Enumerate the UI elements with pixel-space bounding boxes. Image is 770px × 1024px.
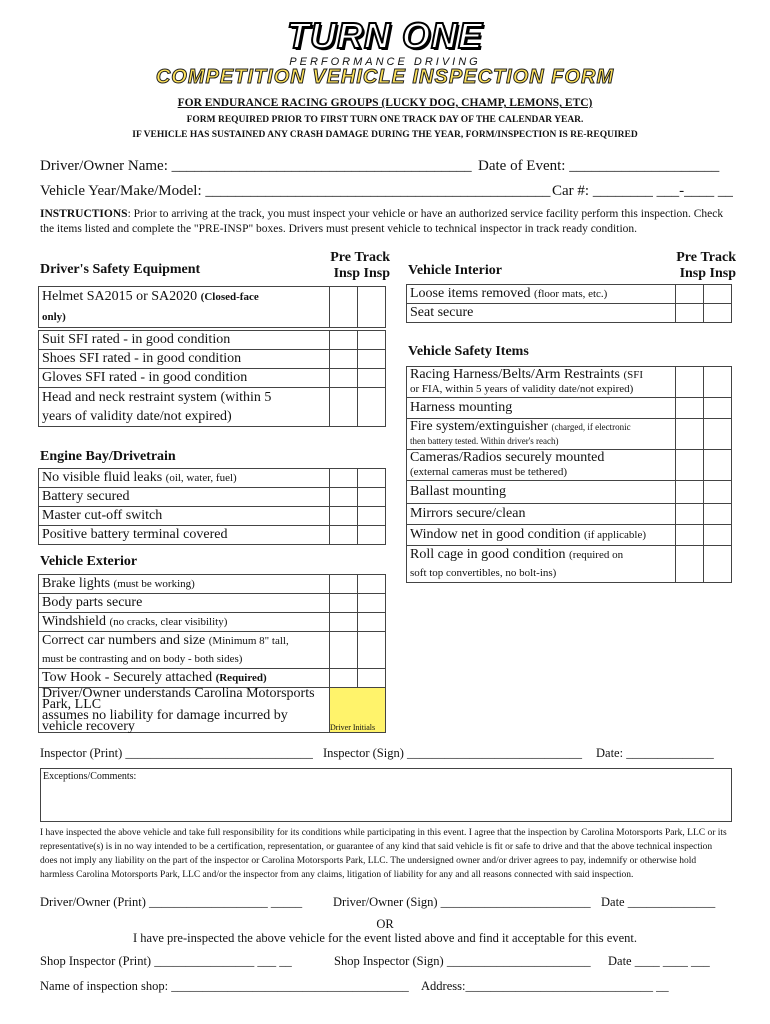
right-insp-label-2: Insp: [709, 266, 736, 281]
inspector-print-field[interactable]: Inspector (Print) ______________________________: [40, 746, 313, 760]
interior-table: [406, 284, 732, 323]
item-hnr: Head and neck restraint system (within 5: [42, 390, 272, 405]
car-number-field[interactable]: Car #: ________ ___-____ __: [552, 183, 733, 199]
checkbox-track-cameras[interactable]: [704, 450, 732, 481]
table-row: [39, 669, 386, 688]
right-col-header: [650, 250, 736, 282]
item-windshield: Windshield: [42, 614, 110, 629]
item-harness-note2: or FIA, within 5 years of validity date/not expired): [410, 383, 634, 395]
table-row: [39, 575, 386, 594]
item-body: Body parts secure: [39, 594, 330, 613]
preinspect-statement: I have pre-inspected the above vehicle for the event listed above and find it acceptable for this event.: [133, 931, 637, 945]
item-brake-note: (must be working): [113, 578, 195, 590]
item-brake: Brake lights: [42, 576, 114, 591]
checkbox-pre-battery[interactable]: [330, 488, 358, 507]
item-tow: Tow Hook - Securely attached: [42, 670, 216, 685]
checkbox-track-mirrors[interactable]: [704, 504, 732, 525]
item-loose-note: (floor mats, etc.): [534, 288, 608, 300]
table-row: [407, 285, 732, 304]
shop-print-field[interactable]: Shop Inspector (Print) ________________ ___ __: [40, 954, 292, 968]
item-helmet-note2: only): [42, 311, 66, 323]
item-leaks-note: (oil, water, fuel): [165, 472, 237, 484]
item-cage: Roll cage in good condition: [410, 547, 570, 562]
table-row: [39, 369, 386, 388]
checkbox-track-body[interactable]: [358, 594, 386, 613]
checkbox-track-numbers[interactable]: [358, 632, 386, 669]
left-insp-label-2: Insp: [363, 266, 390, 281]
checkbox-pre-harness[interactable]: [676, 367, 704, 398]
table-row: [407, 398, 732, 419]
table-row: [39, 613, 386, 632]
item-fire-note: (charged, if electronic: [551, 422, 631, 432]
liability-note: Driver/Owner understands Carolina Motorsports Park, LLC: [42, 686, 315, 712]
right-pre-label: Pre: [676, 250, 697, 265]
safety-items-title: Vehicle Safety Items: [408, 344, 529, 359]
owner-date-field[interactable]: Date ______________: [601, 895, 716, 909]
table-row: [407, 367, 732, 398]
comments-label: Exceptions/Comments:: [43, 771, 137, 782]
table-row: [39, 331, 386, 350]
logo-main: TURN ONE: [287, 15, 483, 56]
checkbox-track-seat[interactable]: [704, 304, 732, 323]
shop-sign-field[interactable]: Shop Inspector (Sign) _______________________: [334, 954, 591, 968]
item-cameras-note: (external cameras must be tethered): [410, 466, 567, 478]
header-line1: FOR ENDURANCE RACING GROUPS (LUCKY DOG, CHAMP, LEMONS, ETC): [177, 97, 593, 109]
table-row: [407, 504, 732, 525]
instructions-label: INSTRUCTIONS: [40, 208, 128, 220]
item-harness-mount: Harness mounting: [407, 398, 676, 419]
disclaimer: I have inspected the above vehicle and take full responsibility for its conditions while participating in this event. I agree that the inspection by Carolina Motorsports Park, LLC or its representative(s) is in no way intended to be a certification, representation, or guarantee of any kind that said vehicle is fit or safe to drive and that the above technical inspection does not imply any liability on the part of the inspector or Carolina Motorsports Park, LLC. The undersigned owner and/or driver agrees to pay, indemnify or otherwise hold harmless Carolina Motorsports Park, LLC and/or the inspector from any claims, litigation of liability for any and all reasons connected with said inspection.: [40, 828, 727, 880]
interior-title: Vehicle Interior: [408, 263, 502, 278]
item-ballast: Ballast mounting: [407, 481, 676, 504]
checkbox-track-shoes[interactable]: [358, 350, 386, 369]
right-track-label: Track: [700, 250, 736, 265]
table-row: [407, 481, 732, 504]
item-helmet: Helmet SA2015 or SA2020: [42, 289, 201, 304]
checkbox-pre-seat[interactable]: [676, 304, 704, 323]
inspector-date-field[interactable]: Date: ______________: [596, 746, 714, 760]
table-row: [407, 304, 732, 323]
checkbox-track-ballast[interactable]: [704, 481, 732, 504]
checkbox-pre-loose[interactable]: [676, 285, 704, 304]
checkbox-pre-window[interactable]: [676, 525, 704, 546]
checkbox-track-suit[interactable]: [358, 331, 386, 350]
checkbox-pre-windshield[interactable]: [330, 613, 358, 632]
item-window-note: (if applicable): [584, 529, 647, 541]
checkbox-track-windshield[interactable]: [358, 613, 386, 632]
item-mirrors: Mirrors secure/clean: [407, 504, 676, 525]
table-row: [39, 388, 386, 427]
checkbox-track-hnr[interactable]: [358, 388, 386, 427]
safety-equipment-table: [38, 286, 386, 328]
or-label: OR: [376, 917, 394, 931]
safety-equipment-title: Driver's Safety Equipment: [40, 262, 201, 277]
table-row: [39, 632, 386, 669]
checkbox-track-master[interactable]: [358, 507, 386, 526]
engine-bay-table: [38, 468, 386, 545]
left-insp-label-1: Insp: [333, 266, 361, 281]
left-col-header: [310, 250, 390, 282]
checkbox-pre-leaks[interactable]: [330, 469, 358, 488]
date-event-field[interactable]: Date of Event: ____________________: [478, 158, 720, 174]
checkbox-pre-master[interactable]: [330, 507, 358, 526]
table-row: [407, 546, 732, 583]
item-fire-note2: then battery tested. Within driver's reach): [410, 436, 559, 446]
item-cage-note: (required on: [569, 549, 624, 561]
safety-items-table: [406, 366, 732, 583]
owner-sign-field[interactable]: Driver/Owner (Sign) ________________________: [333, 895, 591, 909]
table-row: [39, 350, 386, 369]
checkbox-track-fire[interactable]: [704, 419, 732, 450]
item-helmet-note: (Closed-face: [200, 291, 259, 303]
checkbox-pre-terminal[interactable]: [330, 526, 358, 545]
shop-date-field[interactable]: Date ____ ____ ___: [608, 954, 710, 968]
instructions-text: : Prior to arriving at the track, you must inspect your vehicle or have an authorized service facility perform this inspection. Check the items listed and complete the "PRE-INSP" boxes. Drivers must present vehicle to technical inspector in track ready condition.: [40, 208, 724, 235]
table-row: [39, 287, 386, 328]
checkbox-pre-shoes[interactable]: [330, 350, 358, 369]
checkbox-track-tow[interactable]: [358, 669, 386, 688]
vehicle-field[interactable]: Vehicle Year/Make/Model: ______________________________________________: [40, 183, 551, 199]
driver-initials-label: Driver Initials: [330, 723, 376, 732]
checkbox-track-brake[interactable]: [358, 575, 386, 594]
checkbox-track-cage[interactable]: [704, 546, 732, 583]
checkbox-pre-harness-mount[interactable]: [676, 398, 704, 419]
engine-bay-title: Engine Bay/Drivetrain: [40, 449, 176, 464]
checkbox-track-window[interactable]: [704, 525, 732, 546]
safety-equipment-table-2: [38, 330, 386, 427]
checkbox-pre-gloves[interactable]: [330, 369, 358, 388]
item-harness-note: (SFI: [623, 369, 644, 381]
item-fire: Fire system/extinguisher: [410, 419, 552, 434]
right-insp-label-1: Insp: [679, 266, 707, 281]
checkbox-pre-cameras[interactable]: [676, 450, 704, 481]
checkbox-pre-suit[interactable]: [330, 331, 358, 350]
table-row: [39, 526, 386, 545]
checkbox-track-leaks[interactable]: [358, 469, 386, 488]
liability-note-2: assumes no liability for damage incurred by vehicle recovery: [42, 708, 288, 734]
table-row: [407, 419, 732, 450]
item-window: Window net in good condition: [410, 527, 585, 542]
exterior-title: Vehicle Exterior: [40, 554, 138, 569]
left-pre-label: Pre: [330, 250, 351, 265]
checkbox-pre-helmet[interactable]: [330, 287, 358, 328]
header-line3: IF VEHICLE HAS SUSTAINED ANY CRASH DAMAGE DURING THE YEAR, FORM/INSPECTION IS RE-REQUIRED: [132, 130, 638, 140]
item-terminal: Positive battery terminal covered: [39, 526, 330, 545]
inspector-sign-field[interactable]: Inspector (Sign) ____________________________: [323, 746, 583, 760]
table-row: [39, 488, 386, 507]
item-shoes: Shoes SFI rated - in good condition: [39, 350, 330, 369]
shop-address-field[interactable]: Address:______________________________ __: [421, 979, 669, 993]
item-loose: Loose items removed: [410, 286, 535, 301]
item-suit: Suit SFI rated - in good condition: [39, 331, 330, 350]
item-hnr-2: years of validity date/not expired): [42, 409, 232, 424]
checkbox-pre-tow[interactable]: [330, 669, 358, 688]
logo-sub: PERFORMANCE DRIVING: [289, 56, 481, 68]
checkbox-track-harness[interactable]: [704, 367, 732, 398]
shop-name-field[interactable]: Name of inspection shop: ______________________________________: [40, 979, 409, 993]
checkbox-pre-body[interactable]: [330, 594, 358, 613]
checkbox-track-helmet[interactable]: [358, 287, 386, 328]
header-line2: FORM REQUIRED PRIOR TO FIRST TURN ONE TRACK DAY OF THE CALENDAR YEAR.: [186, 115, 584, 125]
checkbox-track-gloves[interactable]: [358, 369, 386, 388]
form-title: COMPETITION VEHICLE INSPECTION FORM: [155, 66, 615, 88]
item-gloves: Gloves SFI rated - in good condition: [39, 369, 330, 388]
item-windshield-note: (no cracks, clear visibility): [109, 616, 228, 628]
item-numbers-note: (Minimum 8" tall,: [208, 635, 289, 647]
checkbox-track-terminal[interactable]: [358, 526, 386, 545]
checkbox-track-harness-mount[interactable]: [704, 398, 732, 419]
item-master: Master cut-off switch: [39, 507, 330, 526]
checkbox-pre-ballast[interactable]: [676, 481, 704, 504]
checkbox-pre-brake[interactable]: [330, 575, 358, 594]
item-numbers: Correct car numbers and size: [42, 633, 209, 648]
checkbox-pre-cage[interactable]: [676, 546, 704, 583]
item-cameras: Cameras/Radios securely mounted: [410, 450, 605, 465]
checkbox-pre-numbers[interactable]: [330, 632, 358, 669]
table-row: [39, 469, 386, 488]
exterior-table: [38, 574, 386, 733]
table-row: [407, 450, 732, 481]
comments-box[interactable]: [40, 768, 732, 822]
checkbox-pre-fire[interactable]: [676, 419, 704, 450]
logo: [0, 15, 770, 68]
item-leaks: No visible fluid leaks: [42, 470, 166, 485]
table-row: [39, 594, 386, 613]
checkbox-pre-hnr[interactable]: [330, 388, 358, 427]
instructions: [40, 207, 730, 237]
checkbox-track-battery[interactable]: [358, 488, 386, 507]
item-numbers-note2: must be contrasting and on body - both sides): [42, 653, 243, 665]
item-seat: Seat secure: [407, 304, 676, 323]
driver-owner-field[interactable]: Driver/Owner Name: ________________________________________: [40, 158, 472, 174]
table-row: [407, 525, 732, 546]
item-tow-note: (Required): [215, 672, 267, 684]
checkbox-pre-mirrors[interactable]: [676, 504, 704, 525]
left-track-label: Track: [354, 250, 390, 265]
table-row: [39, 507, 386, 526]
owner-print-field[interactable]: Driver/Owner (Print) ___________________ _____: [40, 895, 303, 909]
item-cage-note2: soft top convertibles, no bolt-ins): [410, 567, 557, 579]
item-battery: Battery secured: [39, 488, 330, 507]
checkbox-track-loose[interactable]: [704, 285, 732, 304]
item-harness: Racing Harness/Belts/Arm Restraints: [410, 367, 624, 382]
